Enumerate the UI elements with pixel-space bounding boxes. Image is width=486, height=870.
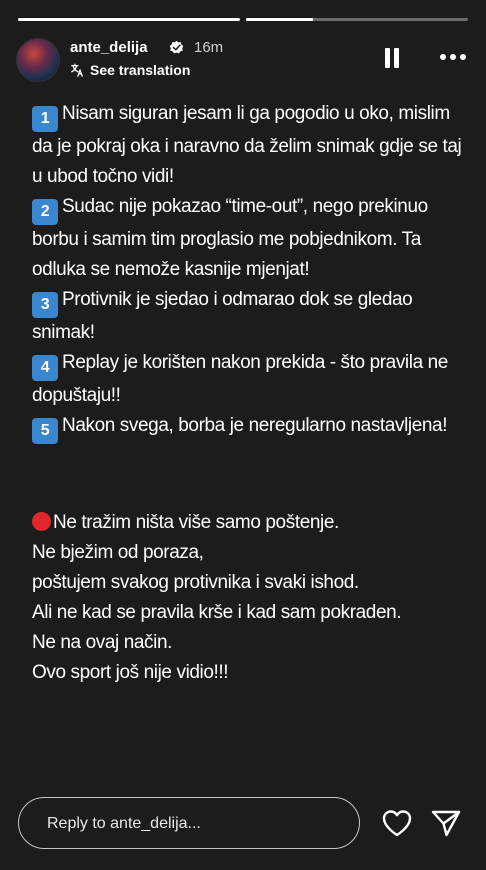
story-header xyxy=(16,36,470,84)
point-1: 1 Nisam siguran jesam li ga pogodio u oko, mislim da je pokraj oka i naravno da želim snimak gdje se taj u ubod točno vidi! xyxy=(32,103,467,187)
point-3: 3 Protivnik je sjedao i odmarao dok se gledao snimak! xyxy=(32,289,418,343)
see-translation-label: See translation xyxy=(90,62,191,78)
more-options-button[interactable] xyxy=(440,54,466,60)
reply-box[interactable] xyxy=(18,797,360,849)
avatar[interactable] xyxy=(16,38,60,82)
pause-button[interactable] xyxy=(384,48,400,68)
heart-icon[interactable] xyxy=(381,808,413,838)
story-text xyxy=(32,99,472,688)
progress-segment-2 xyxy=(246,18,468,21)
number-badge-icon: 4 xyxy=(32,355,58,381)
send-icon[interactable] xyxy=(430,808,462,838)
point-2: 2 Sudac nije pokazao “time-out”, nego prekinuo borbu i samim tim proglasio me pobjednikom. Ta odluka se nemože kasnije mjenjat! xyxy=(32,196,433,280)
closing-line-1: Ne tražim ništa više samo poštenje. xyxy=(32,508,472,538)
red-circle-icon xyxy=(32,512,51,531)
point-5: 5 Nakon svega, borba je neregularno nastavljena! xyxy=(32,411,472,444)
closing-line-5: Ne na ovaj način. xyxy=(32,632,173,653)
translate-icon xyxy=(70,63,84,77)
username[interactable]: ante_delija xyxy=(70,39,148,56)
see-translation-link[interactable] xyxy=(70,62,190,78)
closing-line-3: poštujem svakog protivnika i svaki ishod. xyxy=(32,572,359,593)
post-time: 16m xyxy=(194,39,224,56)
closing-line-4: Ali ne kad se pravila krše i kad sam pokraden. xyxy=(32,602,402,623)
number-badge-icon: 5 xyxy=(32,418,58,444)
story-progress-bar xyxy=(18,18,468,21)
progress-segment-1 xyxy=(18,18,240,21)
closing-line-6: Ovo sport još nije vidio!!! xyxy=(32,662,229,683)
reply-input[interactable] xyxy=(45,798,349,850)
pause-icon xyxy=(385,48,390,68)
point-4: 4 Replay je korišten nakon prekida - što pravila ne dopuštaju!! xyxy=(32,352,453,406)
number-badge-icon: 2 xyxy=(32,199,58,225)
more-options-icon xyxy=(440,54,446,60)
verified-badge-icon xyxy=(169,40,184,55)
number-badge-icon: 3 xyxy=(32,292,58,318)
closing-line-2: Ne bježim od poraza, xyxy=(32,542,204,563)
number-badge-icon: 1 xyxy=(32,106,58,132)
